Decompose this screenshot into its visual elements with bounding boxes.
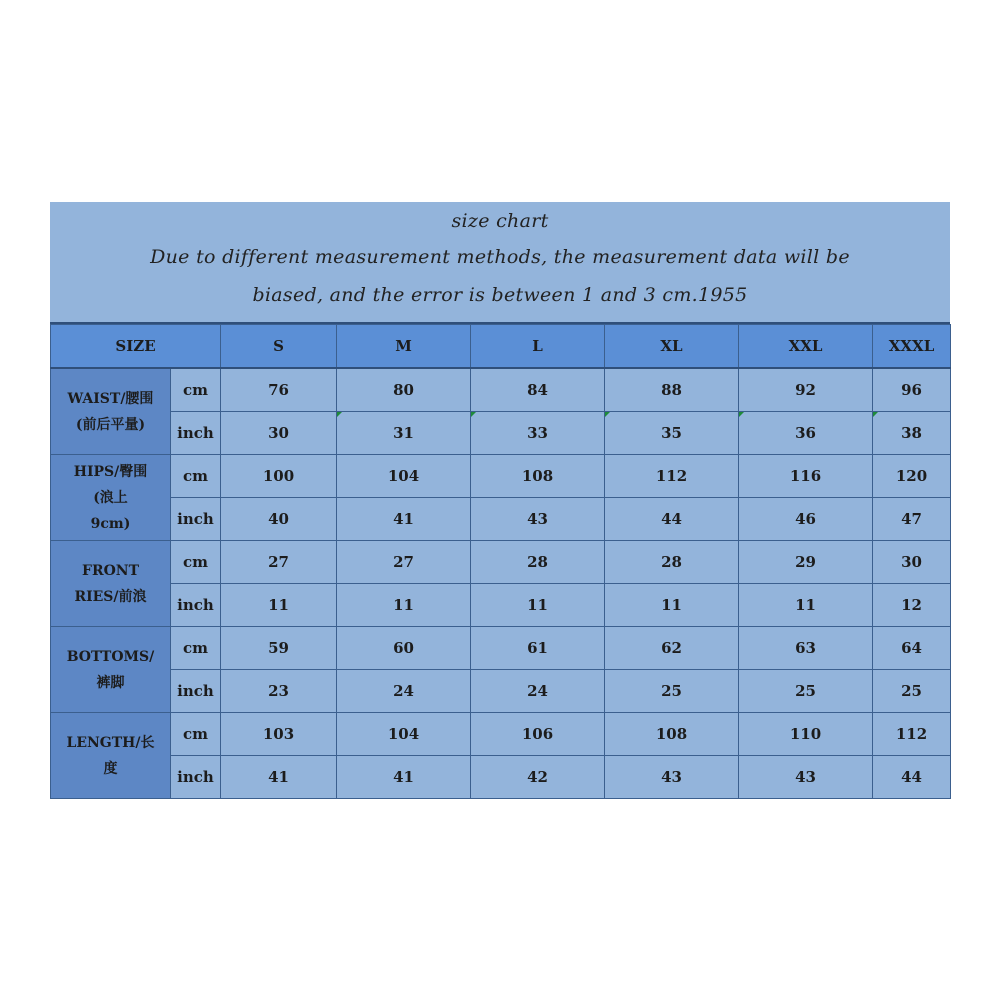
value-cell: 100	[221, 455, 337, 498]
value-cell: 42	[471, 756, 605, 799]
value-cell: 62	[605, 627, 739, 670]
measurement-label	[51, 455, 171, 541]
value-cell: 116	[739, 455, 873, 498]
value-cell: 104	[337, 713, 471, 756]
measurement-label-line: BOTTOMS/	[66, 648, 155, 665]
size-header-cell: L	[471, 325, 605, 369]
measurement-label-line: 9cm)	[90, 515, 131, 532]
value-cell: 104	[337, 455, 471, 498]
value-cell: 30	[221, 412, 337, 455]
value-cell: 29	[739, 541, 873, 584]
unit-cell: cm	[171, 627, 221, 670]
value-cell: 12	[873, 584, 951, 627]
value-cell: 43	[471, 498, 605, 541]
measurement-label-line: (前后平量)	[75, 416, 146, 433]
unit-cell: inch	[171, 756, 221, 799]
value-cell: 43	[739, 756, 873, 799]
value-cell: 11	[739, 584, 873, 627]
measurement-note-line-2: biased, and the error is between 1 and 3 cm.1955	[252, 284, 748, 306]
value-cell: 11	[471, 584, 605, 627]
table-row	[51, 368, 951, 412]
value-cell: 38	[873, 412, 951, 455]
table-row	[51, 498, 951, 541]
table-row	[51, 756, 951, 799]
value-cell: 43	[605, 756, 739, 799]
table-row	[51, 713, 951, 756]
value-cell: 108	[605, 713, 739, 756]
unit-cell: cm	[171, 368, 221, 412]
measurement-label-line: LENGTH/长	[66, 734, 155, 751]
size-header-label: SIZE	[51, 325, 221, 369]
measurement-label	[51, 627, 171, 713]
size-header-cell: M	[337, 325, 471, 369]
value-cell: 41	[221, 756, 337, 799]
value-cell: 25	[605, 670, 739, 713]
value-cell: 41	[337, 756, 471, 799]
measurement-label-line: HIPS/臀围	[73, 463, 148, 480]
value-cell: 60	[337, 627, 471, 670]
value-cell: 64	[873, 627, 951, 670]
unit-cell: inch	[171, 412, 221, 455]
value-cell: 36	[739, 412, 873, 455]
measurement-label	[51, 713, 171, 799]
value-cell: 33	[471, 412, 605, 455]
value-cell: 24	[471, 670, 605, 713]
value-cell: 88	[605, 368, 739, 412]
value-cell: 28	[605, 541, 739, 584]
size-chart-banner	[50, 202, 950, 324]
size-header-cell: XXL	[739, 325, 873, 369]
value-cell: 47	[873, 498, 951, 541]
measurement-note-line-1: Due to different measurement methods, the measurement data will be	[150, 246, 850, 268]
value-cell: 41	[337, 498, 471, 541]
value-cell: 11	[605, 584, 739, 627]
size-header-cell: S	[221, 325, 337, 369]
value-cell: 92	[739, 368, 873, 412]
value-cell: 112	[873, 713, 951, 756]
unit-cell: cm	[171, 713, 221, 756]
measurement-label-line: (浪上	[93, 489, 128, 506]
value-cell: 28	[471, 541, 605, 584]
value-cell: 27	[337, 541, 471, 584]
value-cell: 84	[471, 368, 605, 412]
table-row	[51, 412, 951, 455]
measurement-label-line: 裤脚	[96, 674, 125, 691]
table-row	[51, 584, 951, 627]
value-cell: 35	[605, 412, 739, 455]
value-cell: 44	[873, 756, 951, 799]
value-cell: 80	[337, 368, 471, 412]
value-cell: 120	[873, 455, 951, 498]
size-table-body	[51, 368, 951, 799]
value-cell: 30	[873, 541, 951, 584]
measurement-label-line: 度	[103, 760, 118, 777]
value-cell: 76	[221, 368, 337, 412]
value-cell: 59	[221, 627, 337, 670]
value-cell: 23	[221, 670, 337, 713]
unit-cell: cm	[171, 455, 221, 498]
value-cell: 40	[221, 498, 337, 541]
value-cell: 25	[873, 670, 951, 713]
size-table	[50, 324, 951, 799]
unit-cell: inch	[171, 584, 221, 627]
value-cell: 108	[471, 455, 605, 498]
size-header-cell: XL	[605, 325, 739, 369]
value-cell: 25	[739, 670, 873, 713]
measurement-label	[51, 541, 171, 627]
size-header-cell: XXXL	[873, 325, 951, 369]
measurement-label	[51, 368, 171, 455]
measurement-label-line: FRONT	[82, 562, 139, 579]
value-cell: 63	[739, 627, 873, 670]
measurement-label-line: WAIST/腰围	[67, 390, 154, 407]
measurement-label-line: RIES/前浪	[74, 588, 147, 605]
size-header-row	[51, 325, 951, 369]
unit-cell: inch	[171, 498, 221, 541]
value-cell: 46	[739, 498, 873, 541]
value-cell: 24	[337, 670, 471, 713]
unit-cell: cm	[171, 541, 221, 584]
value-cell: 44	[605, 498, 739, 541]
value-cell: 103	[221, 713, 337, 756]
value-cell: 61	[471, 627, 605, 670]
unit-cell: inch	[171, 670, 221, 713]
value-cell: 112	[605, 455, 739, 498]
value-cell: 27	[221, 541, 337, 584]
table-row	[51, 670, 951, 713]
table-row	[51, 627, 951, 670]
table-row	[51, 541, 951, 584]
table-row	[51, 455, 951, 498]
value-cell: 96	[873, 368, 951, 412]
value-cell: 11	[337, 584, 471, 627]
chart-title: size chart	[451, 210, 549, 232]
value-cell: 11	[221, 584, 337, 627]
value-cell: 106	[471, 713, 605, 756]
value-cell: 110	[739, 713, 873, 756]
value-cell: 31	[337, 412, 471, 455]
size-chart-sheet	[50, 202, 950, 798]
